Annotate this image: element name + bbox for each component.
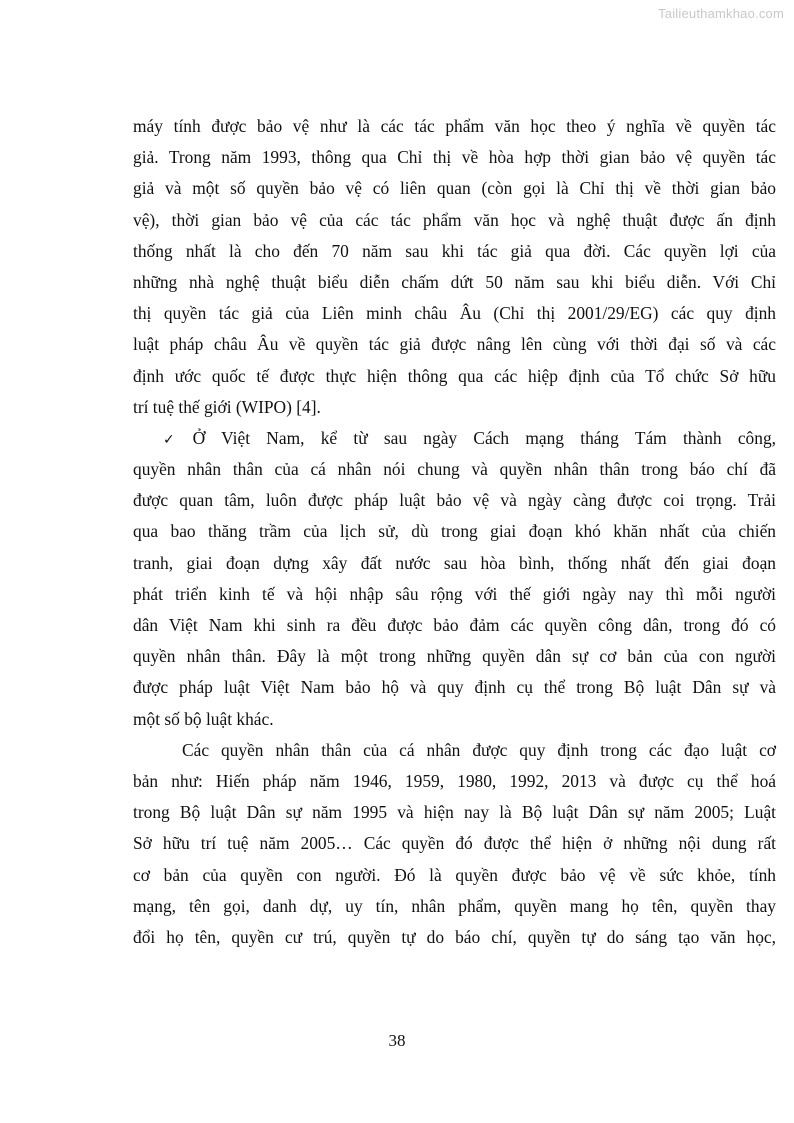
text-line: định ước quốc tế được thực hiện thông qua các hiệp định của Tổ chức Sở hữu <box>133 365 776 386</box>
text-line: máy tính được bảo vệ như là các tác phẩm văn học theo ý nghĩa về quyền tác <box>133 116 776 136</box>
text-line: những nhà nghệ thuật biểu diễn chấm dứt 50 năm sau khi biểu diễn. Với Chỉ <box>133 271 776 292</box>
text-line: Ở Việt Nam, kể từ sau ngày Cách mạng tháng Tám thành công, <box>192 427 776 448</box>
text-line: phát triển kinh tế và hội nhập sâu rộng với thế giới ngày nay thì mỗi người <box>133 583 776 604</box>
document-body <box>133 111 776 953</box>
text-line: giả. Trong năm 1993, thông qua Chỉ thị về hòa hợp thời gian bảo vệ quyền tác <box>133 147 776 168</box>
watermark: Tailieuthamkhao.com <box>658 6 784 21</box>
text-line: một số bộ luật khác. <box>133 708 274 729</box>
text-line: vệ), thời gian bảo vệ của các tác phẩm văn học và nghệ thuật được ấn định <box>133 209 776 230</box>
text-line: Các quyền nhân thân của cá nhân được quy định trong các đạo luật cơ <box>182 739 776 760</box>
page-number: 38 <box>388 1031 406 1050</box>
paragraph-continuation <box>133 111 776 423</box>
text-line: thống nhất là cho đến 70 năm sau khi tác giả qua đời. Các quyền lợi của <box>133 240 776 261</box>
text-line: trong Bộ luật Dân sự năm 1995 và hiện nay là Bộ luật Dân sự năm 2005; Luật <box>133 802 776 823</box>
paragraph-checklist <box>133 423 776 735</box>
text-line: được pháp luật Việt Nam bảo hộ và quy định cụ thể trong Bộ luật Dân sự và <box>133 677 776 698</box>
text-line: đổi họ tên, quyền cư trú, quyền tự do báo chí, quyền tự do sáng tạo văn học, <box>133 926 776 947</box>
text-line: tranh, giai đoạn dựng xây đất nước sau hòa bình, thống nhất đến giai đoạn <box>133 552 776 573</box>
text-line: dân Việt Nam khi sinh ra đều được bảo đảm các quyền công dân, trong đó có <box>133 615 776 635</box>
checkmark-icon: ✓ <box>163 431 187 448</box>
text-line: được quan tâm, luôn được pháp luật bảo vệ và ngày càng được coi trọng. Trải <box>133 490 776 511</box>
text-line: Sở hữu trí tuệ năm 2005… Các quyền đó được thể hiện ở những nội dung rất <box>133 833 776 854</box>
text-line: cơ bản của quyền con người. Đó là quyền được bảo vệ về sức khỏe, tính <box>133 864 776 885</box>
text-line: giả và một số quyền bảo vệ có liên quan (còn gọi là Chỉ thị về thời gian bảo <box>133 178 776 199</box>
text-line: mạng, tên gọi, danh dự, uy tín, nhân phẩm, quyền mang họ tên, quyền thay <box>133 895 776 916</box>
text-line: trí tuệ thế giới (WIPO) [4]. <box>133 396 321 417</box>
text-line: thị quyền tác giả của Liên minh châu Âu (Chỉ thị 2001/29/EG) các quy định <box>133 303 776 324</box>
text-line: quyền nhân thân của cá nhân nói chung và quyền nhân thân trong báo chí đã <box>133 459 776 480</box>
checklist-first-line <box>133 423 776 454</box>
text-line: bản như: Hiến pháp năm 1946, 1959, 1980, 1992, 2013 và được cụ thể hoá <box>133 770 776 791</box>
text-line: qua bao thăng trầm của lịch sử, dù trong giai đoạn khó khăn nhất của chiến <box>133 521 776 542</box>
text-line: luật pháp châu Âu về quyền tác giả được nâng lên cùng với thời đại số và các <box>133 334 776 355</box>
paragraph-indented <box>133 735 776 953</box>
text-line: quyền nhân thân. Đây là một trong những quyền dân sự cơ bản của con người <box>133 646 776 667</box>
